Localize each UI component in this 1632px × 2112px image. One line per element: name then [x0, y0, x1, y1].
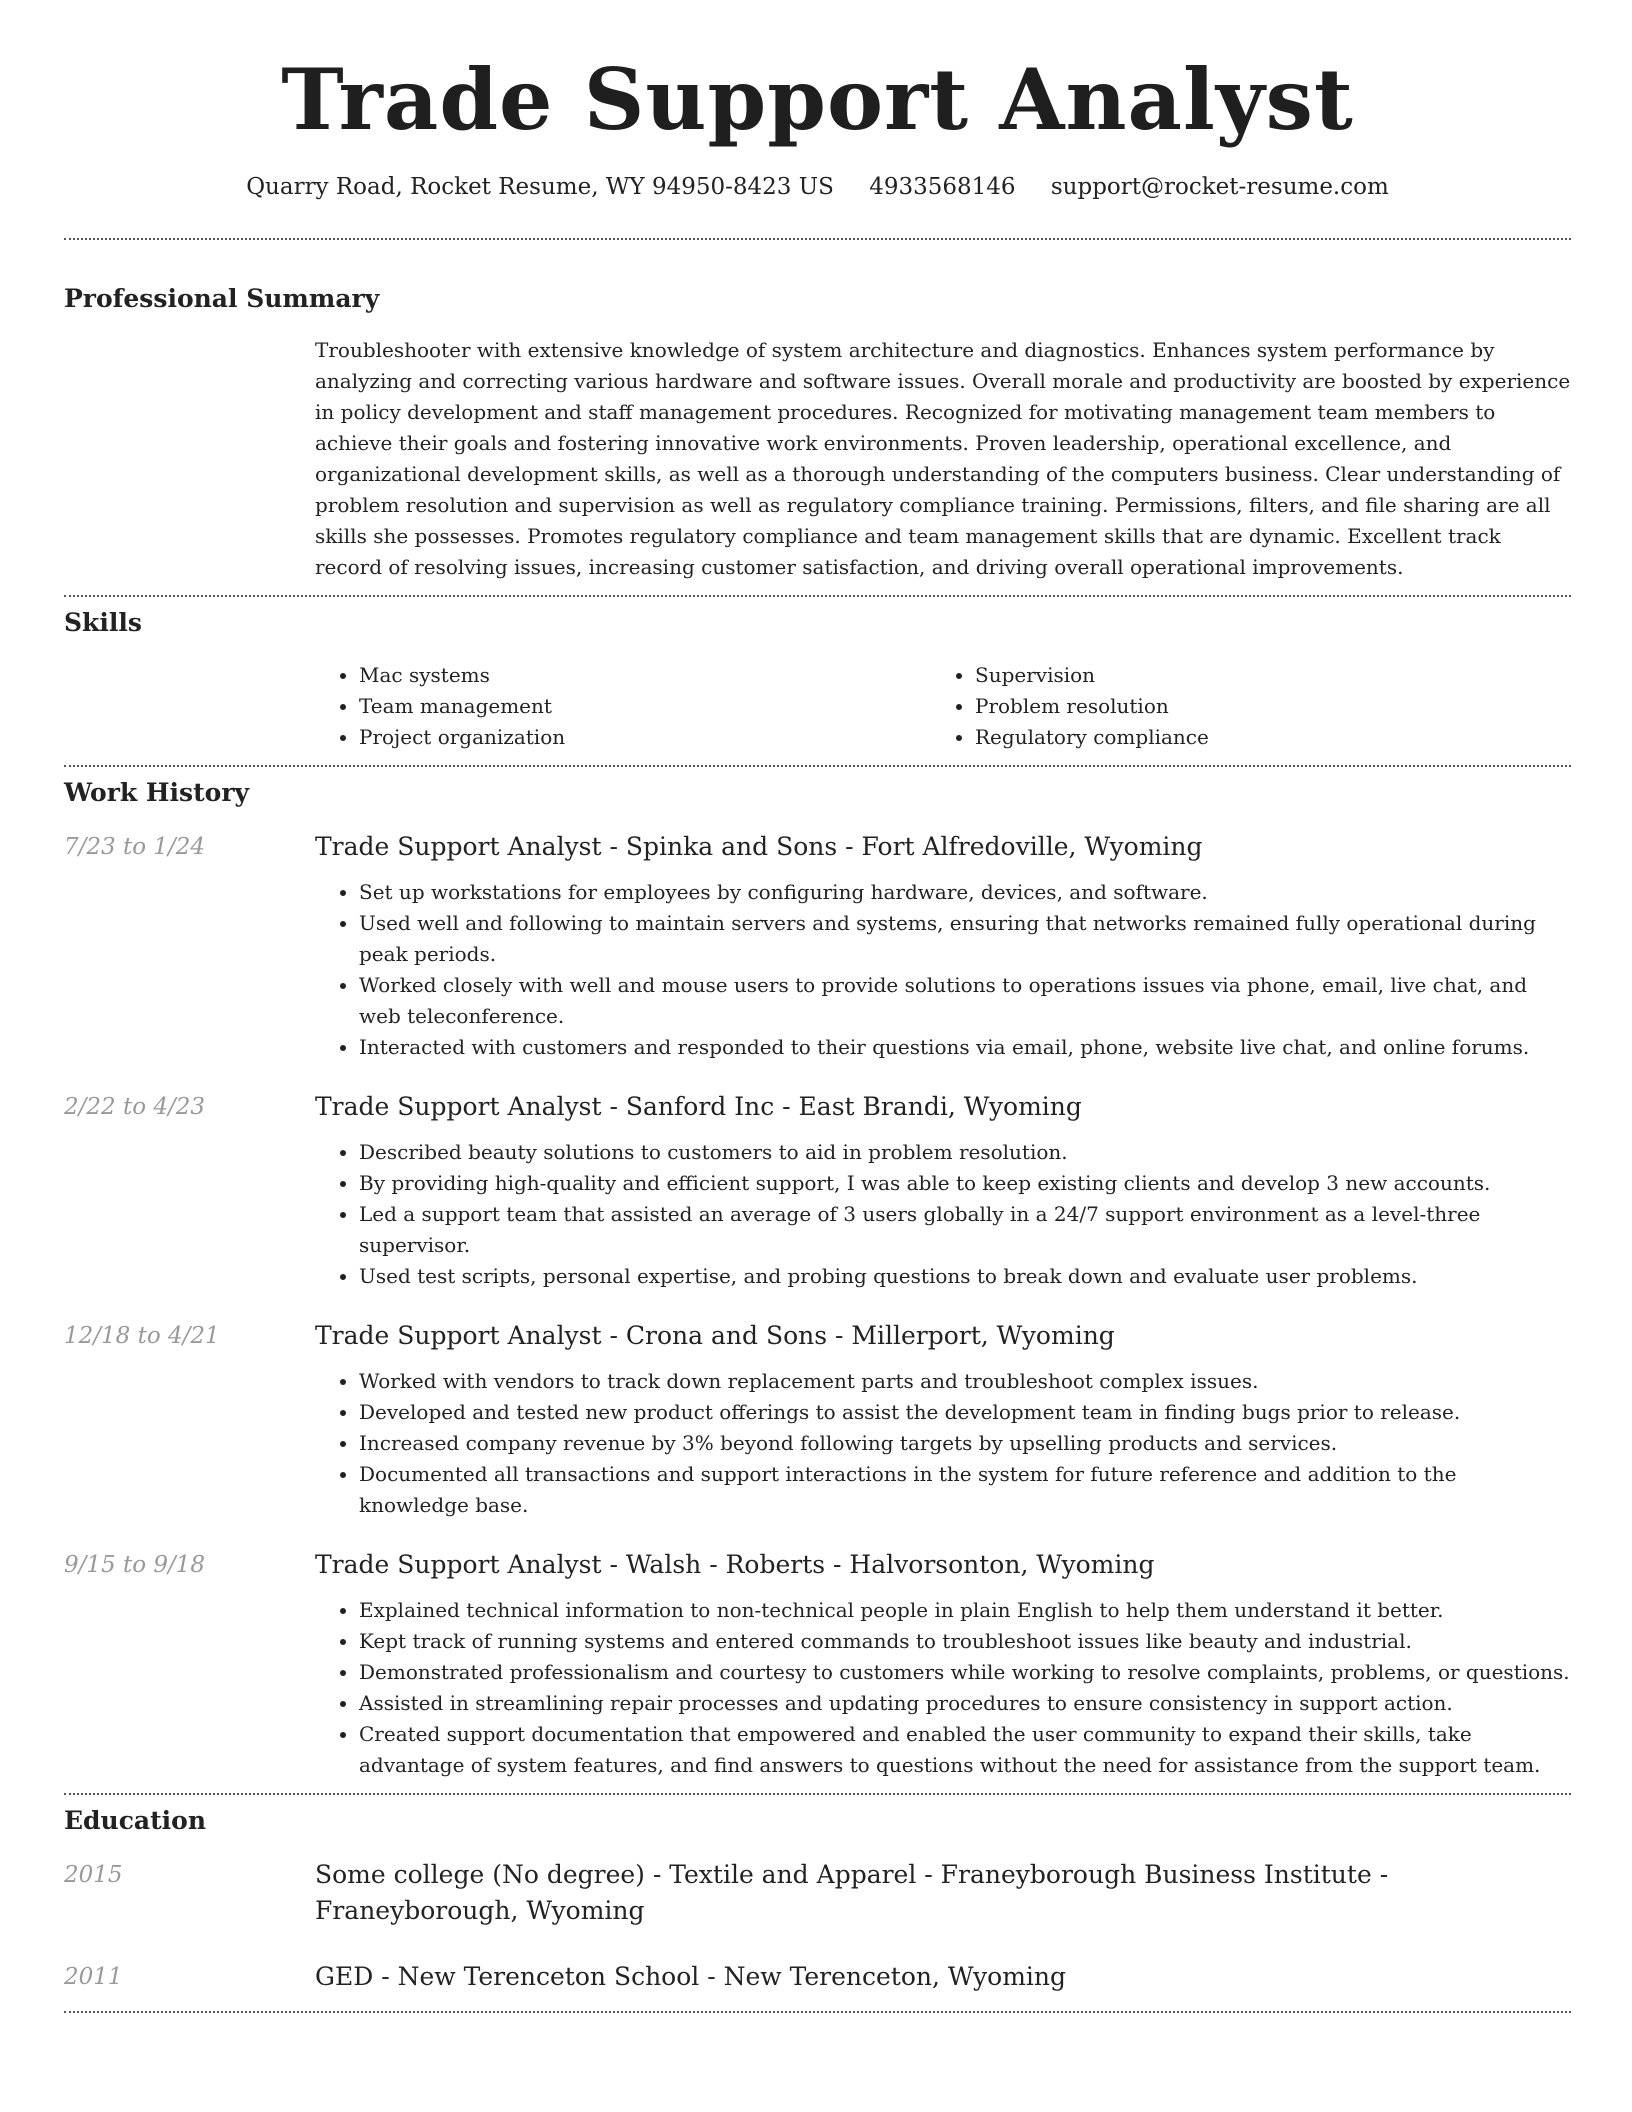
divider: [64, 595, 1571, 597]
job-bullet: • Set up workstations for employees by configuring hardware, devices, and software.: [359, 877, 1571, 908]
work-section: [64, 778, 1571, 1781]
divider: [64, 2011, 1571, 2013]
skill-item: • Mac systems: [359, 660, 931, 691]
job-bullet: • Assisted in streamlining repair processes and updating procedures to ensure consistency in support action.: [359, 1688, 1571, 1719]
job-entry: [64, 833, 1571, 1063]
divider: [64, 1793, 1571, 1795]
job-bullets: [315, 877, 1571, 1063]
job-dates: 12/18 to 4/21: [64, 1323, 220, 1349]
job-bullet: • Kept track of running systems and entered commands to troubleshoot issues like beauty and industrial.: [359, 1626, 1571, 1657]
job-heading: Trade Support Analyst - Sanford Inc - East Brandi, Wyoming: [315, 1092, 1082, 1121]
job-bullet: • Used well and following to maintain servers and systems, ensuring that networks remained fully operational during peak periods.: [359, 908, 1571, 970]
job-heading: Trade Support Analyst - Spinka and Sons - Fort Alfredoville, Wyoming: [315, 832, 1203, 861]
divider: [64, 238, 1571, 240]
education-title: Education: [64, 1806, 207, 1835]
contact-phone: 4933568146: [869, 174, 1016, 200]
job-entry: [64, 1093, 1571, 1292]
summary-title: Professional Summary: [64, 284, 380, 313]
job-bullet: • Worked with vendors to track down replacement parts and troubleshoot complex issues.: [359, 1366, 1571, 1397]
divider: [64, 765, 1571, 767]
education-entry: [64, 1959, 1571, 1995]
job-dates: 2/22 to 4/23: [64, 1094, 206, 1120]
skill-item: • Problem resolution: [975, 691, 1547, 722]
job-entry: [64, 1551, 1571, 1781]
job-bullet: • By providing high-quality and efficient support, I was able to keep existing clients and develop 3 new accounts.: [359, 1168, 1571, 1199]
job-heading: Trade Support Analyst - Crona and Sons - Millerport, Wyoming: [315, 1321, 1115, 1350]
skills-grid: [315, 660, 1571, 753]
skill-item: • Team management: [359, 691, 931, 722]
summary-section: [64, 284, 1571, 583]
job-body: [315, 1551, 1571, 1781]
education-text: Some college (No degree) - Textile and Apparel - Franeyborough Business Institute - Franeyborough, Wyoming: [315, 1860, 1389, 1925]
job-heading: Trade Support Analyst - Walsh - Roberts - Halvorsonton, Wyoming: [315, 1550, 1155, 1579]
job-bullet: • Created support documentation that empowered and enabled the user community to expand their skills, take advantage of system features, and find answers to questions without the need for assistance from the support team.: [359, 1719, 1571, 1781]
skills-column-right: [931, 660, 1547, 753]
job-bullet: • Interacted with customers and responded to their questions via email, phone, website live chat, and online forums.: [359, 1032, 1571, 1063]
job-bullet: • Described beauty solutions to customers to aid in problem resolution.: [359, 1137, 1571, 1168]
job-bullet: • Documented all transactions and support interactions in the system for future reference and addition to the knowledge base.: [359, 1459, 1571, 1521]
job-entry: [64, 1322, 1571, 1521]
education-year: 2015: [64, 1862, 123, 1888]
job-bullets: [315, 1366, 1571, 1521]
job-body: [315, 1322, 1571, 1521]
education-entry: [64, 1857, 1571, 1929]
job-dates: 7/23 to 1/24: [64, 834, 206, 860]
skill-item: • Regulatory compliance: [975, 722, 1547, 753]
skill-item: • Supervision: [975, 660, 1547, 691]
job-bullet: • Increased company revenue by 3% beyond following targets by upselling products and services.: [359, 1428, 1571, 1459]
contact-email: support@rocket-resume.com: [1050, 174, 1389, 200]
job-body: [315, 833, 1571, 1063]
education-text: GED - New Terenceton School - New Terenceton, Wyoming: [315, 1962, 1067, 1991]
job-bullets: [315, 1137, 1571, 1292]
skills-column-left: [315, 660, 931, 753]
summary-text: Troubleshooter with extensive knowledge of system architecture and diagnostics. Enhances system performance by analyzing and correcting various hardware and software issues. Overall morale and productivity are boosted by experience in policy development and staff management procedures. Recognized for motivating management team members to achieve their goals and fostering innovative work environments. Proven leadership, operational excellence, and organizational development skills, as well as a thorough understanding of the computers business. Clear understanding of problem resolution and supervision as well as regulatory compliance training. Permissions, filters, and file sharing are all skills she possesses. Promotes regulatory compliance and team management skills that are dynamic. Excellent track record of resolving issues, increasing customer satisfaction, and driving overall operational improvements.: [315, 338, 1571, 579]
job-body: [315, 1093, 1571, 1292]
resume-page: [64, 0, 1571, 2013]
work-title: Work History: [64, 778, 250, 807]
skills-title: Skills: [64, 608, 142, 637]
skill-item: • Project organization: [359, 722, 931, 753]
job-bullet: • Led a support team that assisted an average of 3 users globally in a 24/7 support environment as a level-three supervisor.: [359, 1199, 1571, 1261]
job-bullet: • Demonstrated professionalism and courtesy to customers while working to resolve complaints, problems, or questions.: [359, 1657, 1571, 1688]
contact-address: Quarry Road, Rocket Resume, WY 94950-8423 US: [246, 174, 834, 200]
education-section: [64, 1806, 1571, 1995]
skills-section: [64, 608, 1571, 753]
candidate-name: Trade Support Analyst: [281, 50, 1354, 149]
contact-line: [64, 174, 1571, 200]
job-bullet: • Used test scripts, personal expertise, and probing questions to break down and evaluate user problems.: [359, 1261, 1571, 1292]
job-bullets: [315, 1595, 1571, 1781]
job-bullet: • Worked closely with well and mouse users to provide solutions to operations issues via phone, email, live chat, and web teleconference.: [359, 970, 1571, 1032]
job-bullet: • Developed and tested new product offerings to assist the development team in finding bugs prior to release.: [359, 1397, 1571, 1428]
job-dates: 9/15 to 9/18: [64, 1552, 206, 1578]
education-year: 2011: [64, 1964, 123, 1990]
job-bullet: • Explained technical information to non-technical people in plain English to help them understand it better.: [359, 1595, 1571, 1626]
